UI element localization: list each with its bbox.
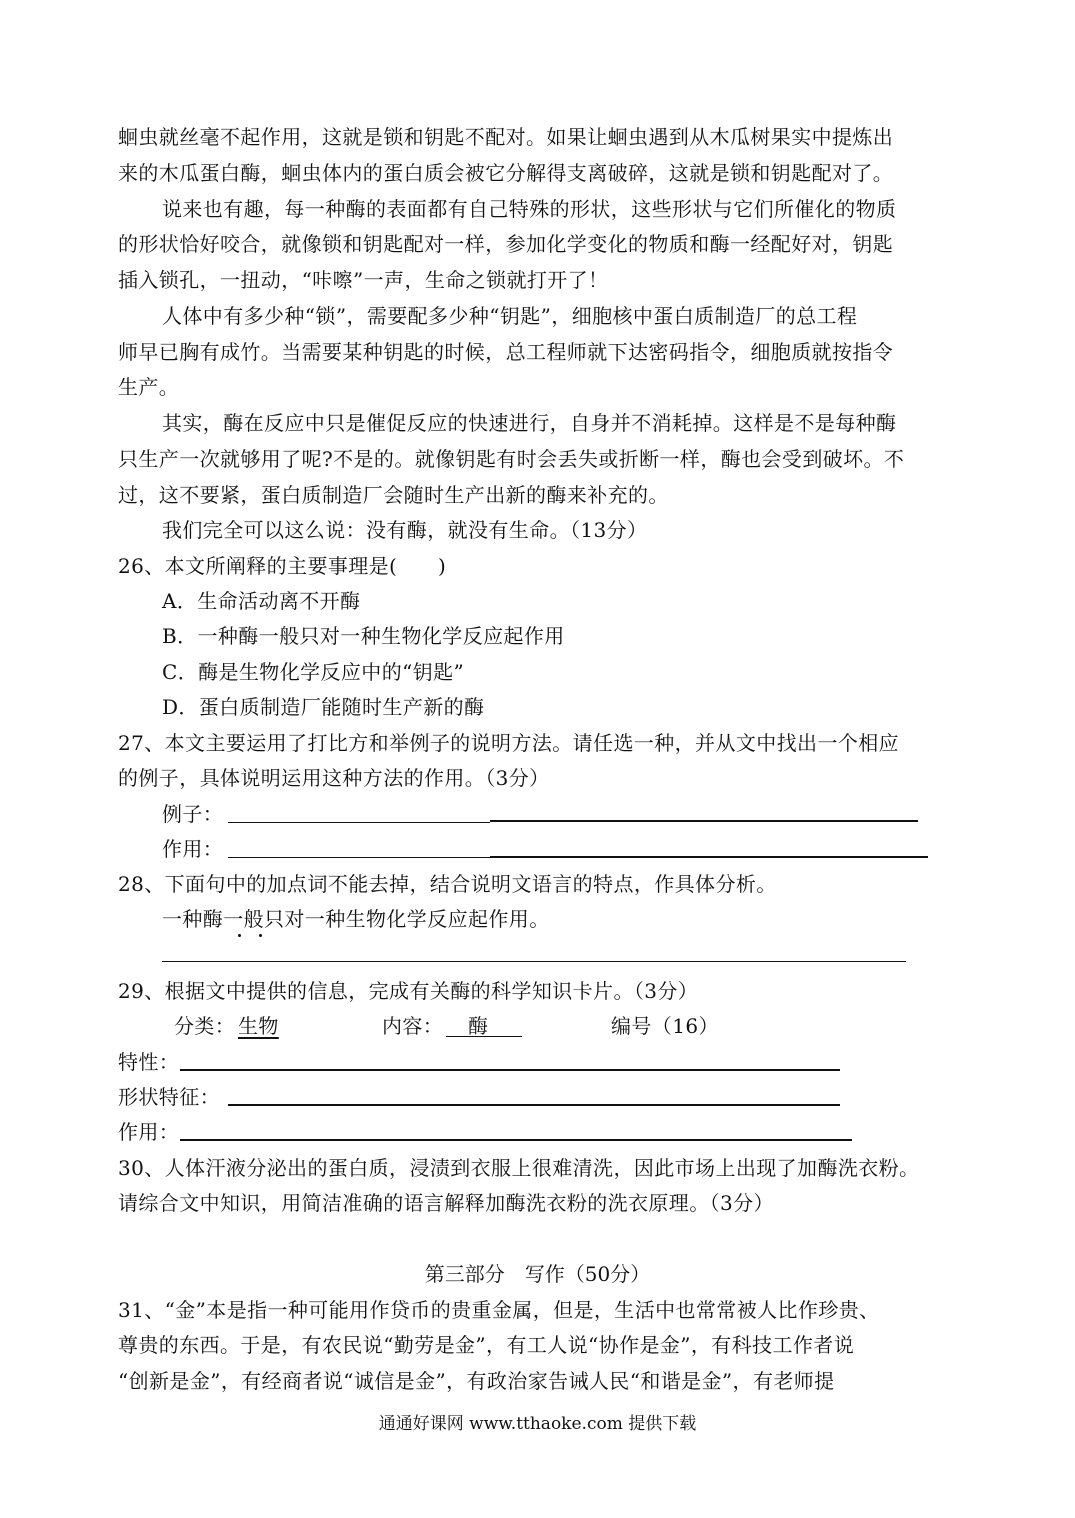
passage-line-9: 其实，酶在反应中只是催促反应的快速进行，自身并不消耗掉。这样是不是每种酶: [162, 411, 897, 435]
q30-stem-line-1: 30、人体汗液分泌出的蛋白质，浸渍到衣服上很难清洗，因此市场上出现了加酶洗衣粉。: [118, 1156, 920, 1180]
q29-effect-label: 作用：: [118, 1120, 180, 1144]
q27-example-blank-thin[interactable]: [228, 822, 490, 823]
q29-effect-blank[interactable]: [180, 1139, 852, 1141]
q29-category-value: 生物: [238, 1014, 279, 1038]
q27-stem-line-1: 27、本文主要运用了打比方和举例子的说明方法。请任选一种，并从文中找出一个相应: [118, 731, 900, 755]
q27-stem-line-2: 的例子，具体说明运用这种方法的作用。（3分）: [118, 766, 550, 790]
q30-stem-line-2: 请综合文中知识，用简洁准确的语言解释加酶洗衣粉的洗衣原理。（3分）: [118, 1191, 774, 1215]
passage-line-7: 师早已胸有成竹。当需要某种钥匙的时候，总工程师就下达密码指令，细胞质就按指令: [118, 340, 894, 364]
q27-effect-blank[interactable]: [490, 856, 928, 858]
passage-line-6: 人体中有多少种“锁”，需要配多少种“钥匙”，细胞核中蛋白质制造厂的总工程: [162, 304, 858, 328]
q28-answer-blank[interactable]: [162, 961, 906, 962]
q31-line-1: 31、“金”本是指一种可能用作贷币的贵重金属，但是，生活中也常常被人比作珍贵、: [118, 1298, 880, 1322]
q29-content-label: 内容：: [382, 1014, 444, 1038]
passage-line-1: 蛔虫就丝毫不起作用，这就是锁和钥匙不配对。如果让蛔虫遇到从木瓜树果实中提炼出: [118, 125, 894, 149]
q26-option-a: A．生命活动离不开酶: [162, 589, 361, 613]
q29-property-blank[interactable]: [180, 1069, 840, 1071]
part3-heading: 第三部分 写作（50分）: [424, 1262, 651, 1286]
passage-line-2: 来的木瓜蛋白酶，蛔虫体内的蛋白质会被它分解得支离破碎，这就是锁和钥匙配对了。: [118, 161, 894, 185]
q31-line-3: “创新是金”，有经商者说“诚信是金”，有政治家告诫人民“和谐是金”，有老师提: [118, 1369, 835, 1393]
q27-example-blank[interactable]: [490, 820, 918, 822]
q27-effect-blank-thin[interactable]: [228, 857, 490, 858]
q28-sentence: 一种酶一般只对一种生物化学反应起作用。: [162, 907, 550, 931]
q31-line-2: 尊贵的东西。于是，有农民说“勤劳是金”，有工人说“协作是金”，有科技工作者说: [118, 1333, 855, 1357]
q29-shape-label: 形状特征：: [118, 1085, 220, 1109]
q29-stem: 29、根据文中提供的信息，完成有关酶的科学知识卡片。（3分）: [118, 979, 699, 1003]
q27-effect-label: 作用：: [162, 837, 224, 861]
q29-content-underline: [446, 1036, 522, 1037]
q29-content-value: 酶: [468, 1014, 489, 1038]
passage-line-4: 的形状恰好咬合，就像锁和钥匙配对一样，参加化学变化的物质和酶一经配好对，钥匙: [118, 232, 894, 256]
passage-line-5: 插入锁孔，一扭动，“咔嚓”一声，生命之锁就打开了！: [118, 268, 609, 292]
q29-property-label: 特性：: [118, 1050, 180, 1074]
passage-line-11: 过，这不要紧，蛋白质制造厂会随时生产出新的酶来补充的。: [118, 483, 669, 507]
q29-category-label: 分类：: [174, 1014, 236, 1038]
q29-shape-blank[interactable]: [228, 1104, 840, 1106]
q28-stem: 28、下面句中的加点词不能去掉，结合说明文语言的特点，作具体分析。: [118, 872, 777, 896]
passage-line-10: 只生产一次就够用了呢?不是的。就像钥匙有时会丢失或折断一样，酶也会受到破坏。不: [118, 447, 905, 471]
q27-example-label: 例子：: [162, 802, 224, 826]
q26-option-d: D．蛋白质制造厂能随时生产新的酶: [162, 695, 485, 719]
emphasis-dot: [259, 934, 262, 937]
passage-line-3: 说来也有趣，每一种酶的表面都有自己特殊的形状，这些形状与它们所催化的物质: [162, 197, 897, 221]
q26-option-c: C．酶是生物化学反应中的“钥匙”: [162, 660, 465, 684]
passage-line-12: 我们完全可以这么说：没有酶，就没有生命。（13分）: [162, 518, 648, 542]
q29-number: 编号（16）: [611, 1014, 719, 1038]
q26-option-b: B．一种酶一般只对一种生物化学反应起作用: [162, 624, 565, 648]
passage-line-8: 生产。: [118, 375, 180, 399]
q26-stem: 26、本文所阐释的主要事理是( ): [118, 554, 447, 578]
emphasis-dot: [238, 934, 241, 937]
footer-text: 通通好课网 www.tthaoke.com 提供下载: [378, 1414, 697, 1434]
